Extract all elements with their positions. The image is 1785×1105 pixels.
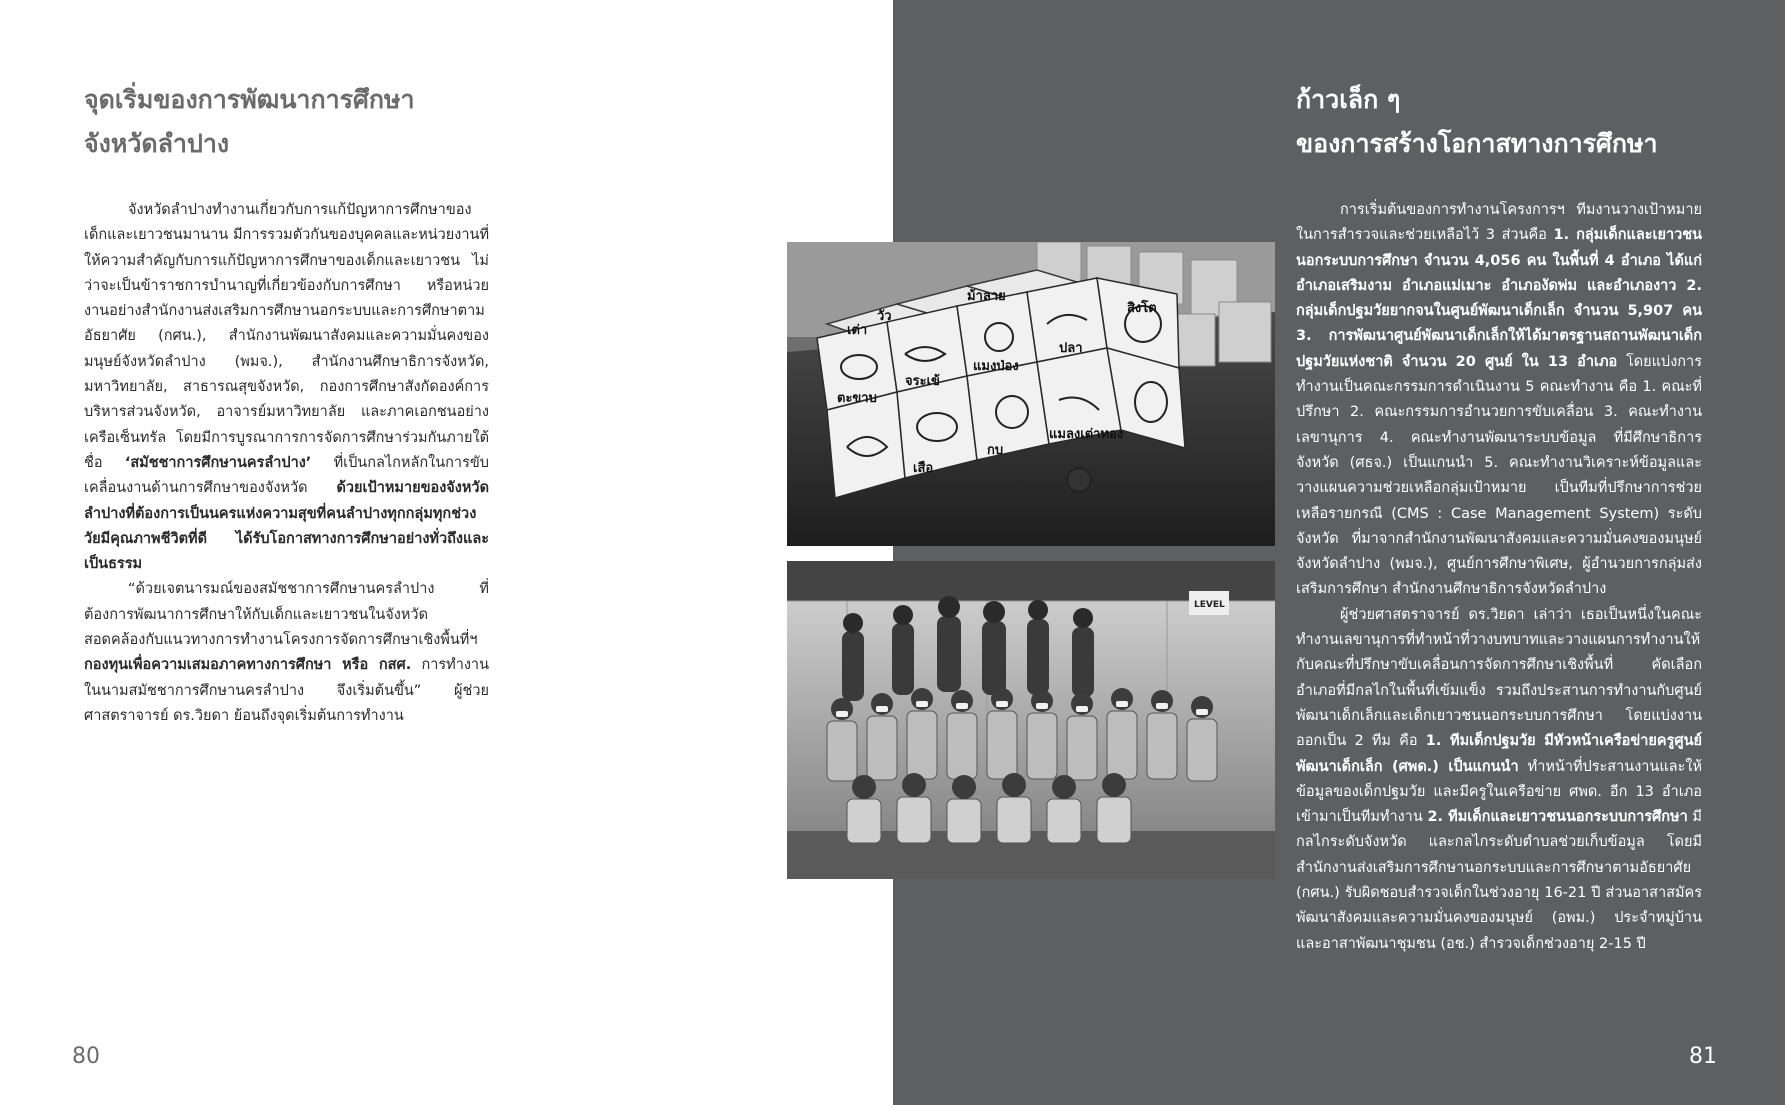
- text-run: การเริ่มต้นของการทำงานโครงการฯ ทีมงานวางเป้าหมายในการสำรวจและช่วยเหลือไว้ 3 ส่วนคือ: [1296, 202, 1702, 244]
- page-number-right: 81: [1689, 1044, 1717, 1069]
- left-body: [84, 198, 489, 729]
- children-group-illustration: [787, 561, 1275, 879]
- text-run: มีกลไกระดับจังหวัด และกลไกระดับตำบลช่วยเก็บข้อมูล โดยมีสำนักงานส่งเสริมการศึกษานอกระบบและการศึกษาตามอัธยาศัย (กศน.) รับผิดชอบสำรวจเด็กในช่วงอายุ 16-21 ปี ส่วนอาสาสมัครพัฒนาสังคมและความมั่นคงของมนุษย์ (อพม.) ประจำหมู่บ้าน และอาสาพัฒนาชุมชน (อช.) สำรวจเด็กช่วงอายุ 2-15 ปี: [1296, 809, 1702, 952]
- right-paragraph-2: [1296, 603, 1702, 957]
- bold-run: กองทุนเพื่อความเสมอภาคทางการศึกษา หรือ กสศ.: [84, 657, 412, 674]
- box-label-crocodile: จระเข้: [905, 374, 940, 389]
- level-sign-label: LEVEL: [1194, 600, 1225, 610]
- bold-run: 1. ทีมเด็กปฐมวัย มีหัวหน้าเครือข่ายครูศูนย์พัฒนาเด็กเล็ก (ศพด.) เป็นแกนนำ: [1296, 733, 1702, 775]
- text-run: ผู้ช่วยศาสตราจารย์ ดร.วิยดา เล่าว่า เธอเป็นหนึ่งในคณะทำงานเลขานุการที่ทำหน้าที่วางบทบาทและวางแผนการทำงานให้กับคณะที่ปรึกษาขับเคลื่อนการจัดการศึกษาเชิงพื้นที่ คัดเลือกอำเภอที่มีกลไกในพื้นที่เข้มแข็ง รวมถึงประสานการทำงานกับศูนย์พัฒนาเด็กเล็กและเด็กเยาวชนนอกระบบการศึกษา โดยแบ่งงานออกเป็น 2 ทีม คือ: [1296, 606, 1702, 750]
- box-label-ladybug: แมลงเต่าทอง: [1049, 427, 1124, 442]
- left-heading-line-1: จุดเริ่มของการพัฒนาการศึกษา: [84, 85, 415, 114]
- text-run: โดยแบ่งการทำงานเป็นคณะกรรมการดำเนินงาน 5 คณะทำงาน คือ 1. คณะที่ปรึกษา 2. คณะกรรมการอำนวยการขับเคลื่อน 3. คณะทำงานเลขานุการ 4. คณะทำงานพัฒนาระบบข้อมูล ที่มีศึกษาธิการจังหวัด (ศธจ.) เป็นแกนนำ 5. คณะทำงานวิเคราะห์ข้อมูลและวางแผนความช่วยเหลือกลุ่มเป้าหมาย เป็นทีมที่ปรึกษาการช่วยเหลือรายกรณี (CMS : Case Management System) ระดับจังหวัด ที่มาจากสำนักงานพัฒนาสังคมและความมั่นคงของมนุษย์จังหวัดลำปาง (พมจ.), ศูนย์การศึกษาพิเศษ, ผู้อำนวยการกลุ่มส่งเสริมการศึกษา สำนักงานศึกษาธิการจังหวัดลำปาง: [1296, 353, 1702, 598]
- text-run: จังหวัดลำปางทำงานเกี่ยวกับการแก้ปัญหาการศึกษาของเด็กและเยาวชนมานาน มีการรวมตัวกันของบุคคลและหน่วยงานที่ให้ความสำคัญกับการแก้ปัญหาการศึกษาของเด็กและเยาวชน ไม่ว่าจะเป็นข้าราชการบำนาญที่เกี่ยวข้องกับการศึกษา หรือหน่วยงานอย่างสำนักงานส่งเสริมการศึกษานอกระบบและการศึกษาตามอัธยาศัย (กศน.), สำนักงานพัฒนาสังคมและความมั่นคงของมนุษย์จังหวัดลำปาง (พมจ.), สำนักงานศึกษาธิการจังหวัด, มหาวิทยาลัย, สาธารณสุขจังหวัด, กองการศึกษาสังกัดองค์การบริหารส่วนจังหวัด, อาจารย์มหาวิทยาลัย และภาคเอกชนอย่างเครือเซ็นทรัล โดยมีการบูรณาการการจัดการศึกษาร่วมกันภายใต้ชื่อ: [84, 202, 489, 471]
- page-number-left: 80: [72, 1044, 100, 1069]
- left-paragraph-2: [84, 577, 489, 729]
- text-run: “ด้วยเจตนารมณ์ของสมัชชาการศึกษานครลำปาง ที่ต้องการพัฒนาการศึกษาให้กับเด็กและเยาวชนในจังหวัด สอดคล้องกับแนวทางการทำงานโครงการจัดการศึกษาเชิงพื้นที่ฯ: [84, 581, 489, 649]
- bold-run: 1. กลุ่มเด็กและเยาวชนนอกระบบการศึกษา จำนวน 4,056 คน ในพื้นที่ 4 อำเภอ ได้แก่ อำเภอเสริมงาม อำเภอแม่เมาะ อำเภองัดพ่ม และอำเภองาว 2. กลุ่มเด็กปฐมวัยยากจนในศูนย์พัฒนาเด็กเล็ก จำนวน 5,907 คน 3. การพัฒนาศูนย์พัฒนาเด็กเล็กให้ได้มาตรฐานสถานพัฒนาเด็กปฐมวัยแห่งชาติ จำนวน 20 ศูนย์ ใน 13 อำเภอ: [1296, 227, 1702, 370]
- animal-cubes-illustration: [787, 242, 1275, 546]
- box-label-fish: ปลา: [1059, 341, 1083, 356]
- text-run: ที่เป็นกลไกหลักในการขับเคลื่อนงานด้านการศึกษาของจังหวัด: [84, 454, 489, 497]
- photo-animal-cubes: [787, 242, 1275, 546]
- bold-run: 2. ทีมเด็กและเยาวชนนอกระบบการศึกษา: [1427, 809, 1688, 826]
- left-heading: [84, 78, 504, 166]
- box-label-frog: กบ: [987, 443, 1004, 458]
- box-label-scorpion: แมงป่อง: [973, 359, 1019, 374]
- bold-run: ด้วยเป้าหมายของจังหวัดลำปางที่ต้องการเป็นนครแห่งความสุขที่คนลำปางทุกกลุ่มทุกช่วงวัยมีคุณภาพชีวิตที่ดี ได้รับโอกาสทางการศึกษาอย่างทั่วถึงและเป็นธรรม: [84, 480, 489, 573]
- box-label-lion: สิงโต: [1127, 301, 1157, 316]
- text-run: ทำหน้าที่ประสานงานและให้ข้อมูลของเด็กปฐมวัย และมีครูในเครือข่าย ศพด. อีก 13 อำเภอเข้ามาเป็นทีมทำงาน: [1296, 758, 1702, 826]
- box-label-zebra: ม้าลาย: [967, 289, 1006, 304]
- right-paragraph-1: [1296, 198, 1702, 603]
- box-label-centipede: ตะขาบ: [837, 391, 877, 406]
- left-paragraph-1: [84, 198, 489, 577]
- box-label-tiger: เสือ: [913, 461, 934, 476]
- text-run: การทำงานในนามสมัชชาการศึกษานครลำปาง จึงเริ่มต้นขึ้น” ผู้ช่วยศาสตราจารย์ ดร.วิยดา ย้อนถึงจุดเริ่มต้นการทำงาน: [84, 657, 489, 724]
- box-label-turtle: เต่า: [847, 323, 868, 338]
- right-heading-line-2: ของการสร้างโอกาสทางการศึกษา: [1296, 129, 1658, 158]
- box-label-cow: วัว: [877, 309, 892, 324]
- bold-run: ‘สมัชชาการศึกษานครลำปาง’: [124, 454, 312, 471]
- right-heading: [1296, 78, 1736, 166]
- right-heading-line-1: ก้าวเล็ก ๆ: [1296, 85, 1401, 114]
- left-heading-line-2: จังหวัดลำปาง: [84, 129, 230, 158]
- right-body: [1296, 198, 1702, 957]
- photo-children-group: [787, 561, 1275, 879]
